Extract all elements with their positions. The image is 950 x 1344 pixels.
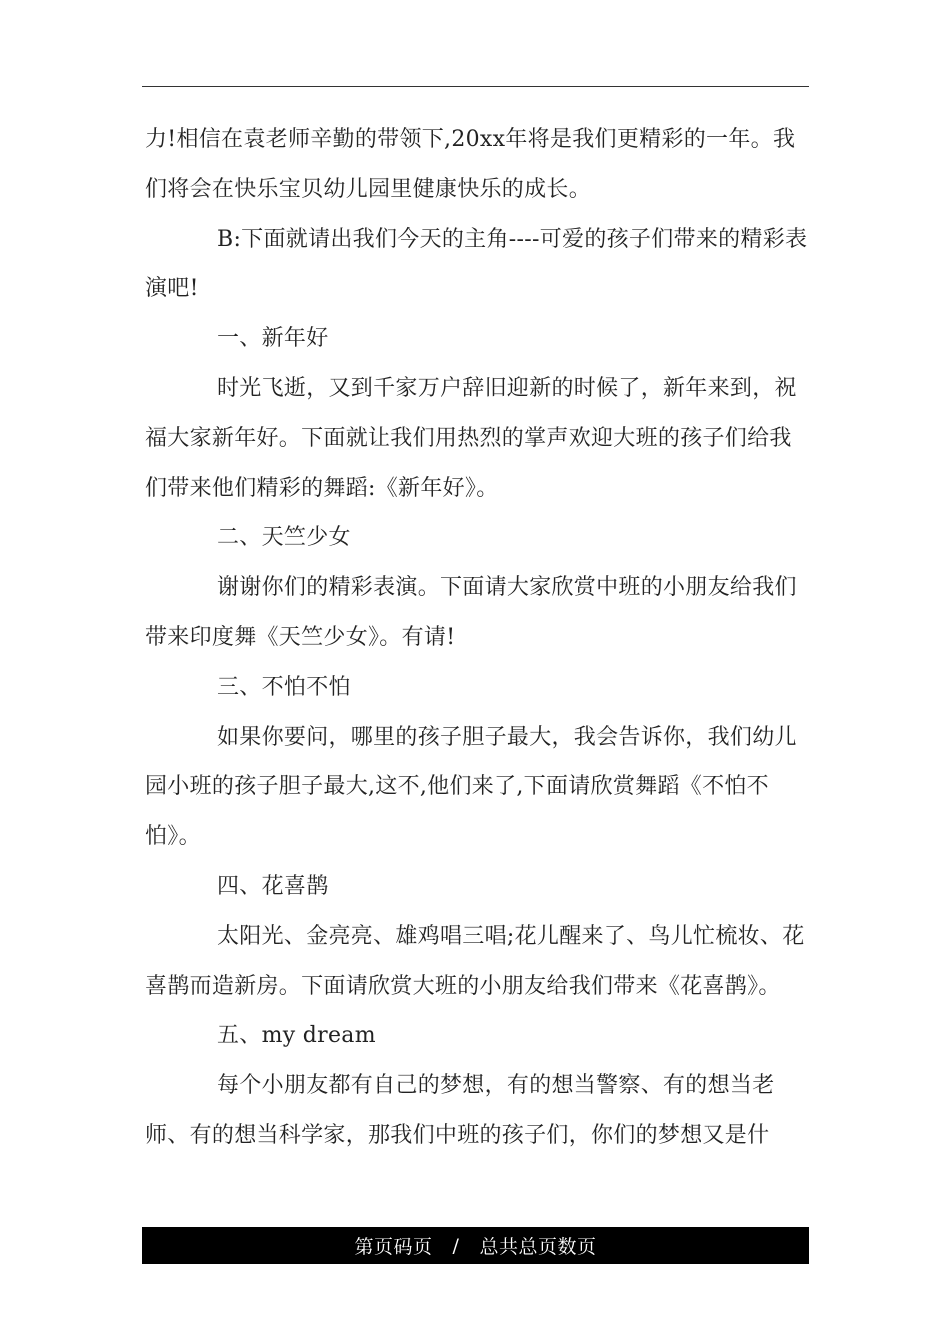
document-body <box>145 115 809 1161</box>
section-heading-2: 二、天竺少女 <box>217 525 351 551</box>
footer-separator: / <box>452 1234 460 1257</box>
paragraph-2: B:下面就请出我们今天的主角----可爱的孩子们带来的精彩表演吧! <box>145 226 808 302</box>
paragraph-5: 如果你要问，哪里的孩子胆子最大，我会告诉你，我们幼儿园小班的孩子胆子最大,这不,他们来了,下面请欣赏舞蹈《不怕不怕》。 <box>145 724 797 850</box>
paragraph-7: 每个小朋友都有自己的梦想，有的想当警察、有的想当老师、有的想当科学家，那我们中班的孩子们，你们的梦想又是什 <box>145 1073 775 1148</box>
section-heading-5: 五、my dream <box>217 1023 376 1049</box>
page-footer <box>142 1227 809 1264</box>
paragraph-6: 太阳光、金亮亮、雄鸡唱三唱;花儿醒来了、鸟儿忙梳妆、花喜鹊而造新房。下面请欣赏大班的小朋友给我们带来《花喜鹊》。 <box>145 923 805 999</box>
footer-total-pages: 总共总页数页 <box>479 1236 597 1258</box>
paragraph-1: 力!相信在袁老师辛勤的带领下,20xx年将是我们更精彩的一年。我们将会在快乐宝贝幼儿园里健康快乐的成长。 <box>145 127 796 202</box>
paragraph-4: 谢谢你们的精彩表演。下面请大家欣赏中班的小朋友给我们带来印度舞《天竺少女》。有请! <box>145 575 797 650</box>
section-heading-4: 四、花喜鹊 <box>217 873 329 899</box>
section-heading-1: 一、新年好 <box>217 326 329 352</box>
footer-page-number: 第页码页 <box>354 1236 433 1258</box>
paragraph-3: 时光飞逝，又到千家万户辞旧迎新的时候了，新年来到，祝福大家新年好。下面就让我们用热烈的掌声欢迎大班的孩子们给我们带来他们精彩的舞蹈:《新年好》。 <box>145 375 797 501</box>
section-heading-3: 三、不怕不怕 <box>217 674 351 700</box>
header-divider <box>142 86 809 87</box>
